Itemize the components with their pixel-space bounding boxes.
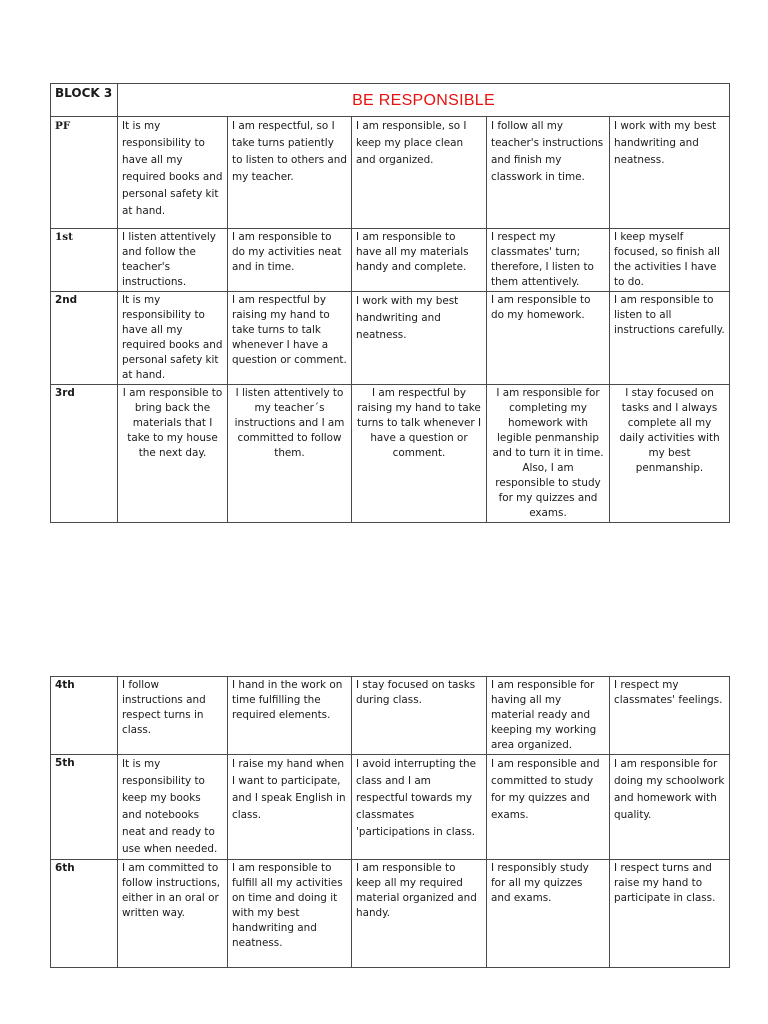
table-cell: It is my responsibility to have all my required books and personal safety kit at hand. <box>118 292 228 385</box>
table-row-6th <box>51 860 730 968</box>
table-cell: I am respectful, so I take turns patiently to listen to others and my teacher. <box>228 117 352 229</box>
responsibility-table-bottom <box>50 676 730 968</box>
table-cell: I am responsible and committed to study for my quizzes and exams. <box>487 755 610 860</box>
table-row-pf <box>51 117 730 229</box>
table-cell: I follow instructions and respect turns in class. <box>118 677 228 755</box>
block-label: BLOCK 3 <box>51 84 118 117</box>
table-cell: I am respectful by raising my hand to take turns to talk whenever I have a question or comment. <box>352 385 487 523</box>
table-cell: I am responsible to bring back the materials that I take to my house the next day. <box>118 385 228 523</box>
table-cell: I work with my best handwriting and neatness. <box>610 117 730 229</box>
table-cell: I stay focused on tasks and I always complete all my daily activities with my best penmanship. <box>610 385 730 523</box>
table-cell: I am responsible, so I keep my place clean and organized. <box>352 117 487 229</box>
table-cell: I raise my hand when I want to participate, and I speak English in class. <box>228 755 352 860</box>
table-row-1st <box>51 229 730 292</box>
table-cell: I am respectful by raising my hand to take turns to talk whenever I have a question or comment. <box>228 292 352 385</box>
table-cell: I am responsible to keep all my required material organized and handy. <box>352 860 487 968</box>
table-cell: I avoid interrupting the class and I am respectful towards my classmates 'participations in class. <box>352 755 487 860</box>
row-label: 3rd <box>51 385 118 523</box>
page-title: BE RESPONSIBLE <box>118 84 730 117</box>
table-cell: I listen attentively to my teacher´s instructions and I am committed to follow them. <box>228 385 352 523</box>
table-cell: I respect turns and raise my hand to participate in class. <box>610 860 730 968</box>
row-label: 1st <box>51 229 118 292</box>
table-cell: I listen attentively and follow the teacher's instructions. <box>118 229 228 292</box>
row-label: 4th <box>51 677 118 755</box>
table-cell: I am responsible for completing my homework with legible penmanship and to turn it in time. Also, I am responsible to study for my quizzes and exams. <box>487 385 610 523</box>
table-row-5th <box>51 755 730 860</box>
table-cell: I am responsible for having all my material ready and keeping my working area organized. <box>487 677 610 755</box>
table-cell: I keep myself focused, so finish all the activities I have to do. <box>610 229 730 292</box>
table-row-2nd <box>51 292 730 385</box>
table-cell: I am responsible to have all my materials handy and complete. <box>352 229 487 292</box>
table-cell: I stay focused on tasks during class. <box>352 677 487 755</box>
table-cell: I respect my classmates' feelings. <box>610 677 730 755</box>
row-label: PF <box>51 117 118 229</box>
table-row-3rd <box>51 385 730 523</box>
row-label: 5th <box>51 755 118 860</box>
table-cell: I work with my best handwriting and neatness. <box>352 292 487 385</box>
table-cell: I am responsible to do my activities neat and in time. <box>228 229 352 292</box>
table-cell: It is my responsibility to have all my required books and personal safety kit at hand. <box>118 117 228 229</box>
responsibility-table-top <box>50 83 730 523</box>
table-cell: I am responsible to listen to all instructions carefully. <box>610 292 730 385</box>
table-cell: I am committed to follow instructions, either in an oral or written way. <box>118 860 228 968</box>
table-cell: It is my responsibility to keep my books and notebooks neat and ready to use when needed. <box>118 755 228 860</box>
table-cell: I hand in the work on time fulfilling the required elements. <box>228 677 352 755</box>
row-label: 2nd <box>51 292 118 385</box>
table-row-4th <box>51 677 730 755</box>
table-cell: I am responsible to fulfill all my activities on time and doing it with my best handwriting and neatness. <box>228 860 352 968</box>
table-cell: I follow all my teacher's instructions and finish my classwork in time. <box>487 117 610 229</box>
table-cell: I am responsible to do my homework. <box>487 292 610 385</box>
table-cell: I am responsible for doing my schoolwork and homework with quality. <box>610 755 730 860</box>
table-cell: I responsibly study for all my quizzes and exams. <box>487 860 610 968</box>
header-row <box>51 84 730 117</box>
row-label: 6th <box>51 860 118 968</box>
table-cell: I respect my classmates' turn; therefore, I listen to them attentively. <box>487 229 610 292</box>
